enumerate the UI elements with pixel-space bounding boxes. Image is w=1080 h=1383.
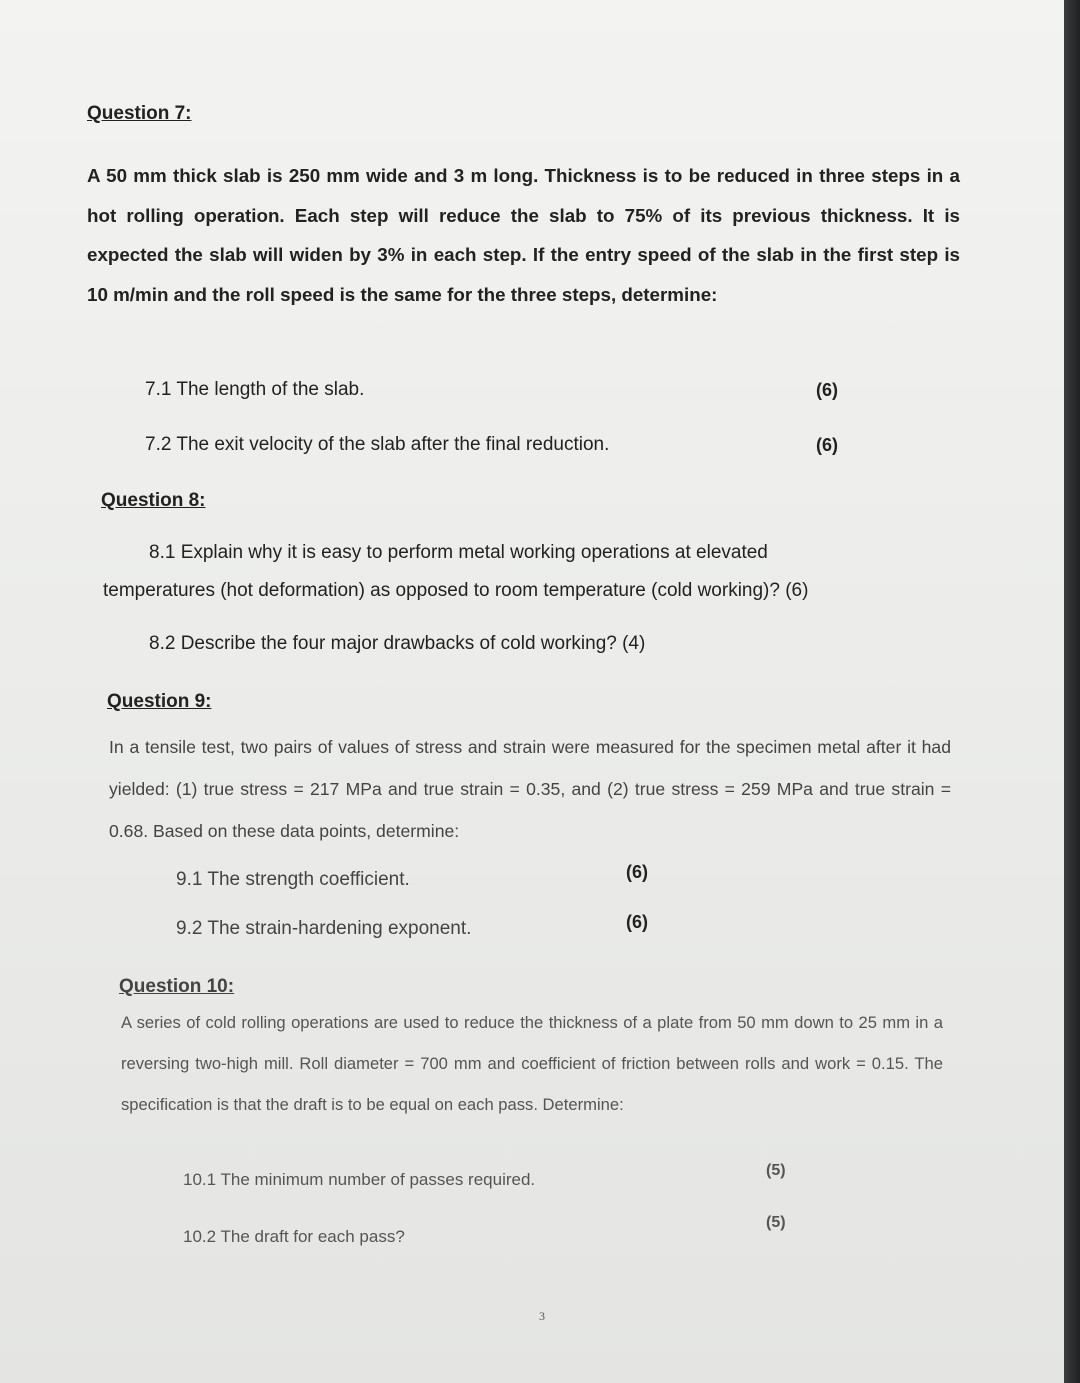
question-7-item-2: 7.2 The exit velocity of the slab after the final reduction. (145, 434, 610, 455)
question-7-body: A 50 mm thick slab is 250 mm wide and 3 m long. Thickness is to be reduced in three steps in a hot rolling operation. Each step will reduce the slab to 75% of its previous thickness. It is expected the slab will widen by 3% in each step. If the entry speed of the slab in the first step is 10 m/min and the roll speed is the same for the three steps, determine: (87, 165, 960, 305)
question-10-item-2-marks: (5) (766, 1214, 786, 1231)
question-8-heading: Question 8: (101, 490, 206, 511)
question-8-item-2: 8.2 Describe the four major drawbacks of cold working? (4) (149, 633, 646, 654)
question-9-heading: Question 9: (107, 691, 212, 712)
question-9-item-2: 9.2 The strain-hardening exponent. (176, 918, 472, 939)
question-7-heading: Question 7: (87, 103, 192, 124)
question-10-item-1-marks: (5) (766, 1162, 786, 1179)
question-10-heading: Question 10: (119, 976, 235, 997)
question-10-body: A series of cold rolling operations are used to reduce the thickness of a plate from 50 mm down to 25 mm in a reversing two-high mill. Roll diameter = 700 mm and coefficient of friction between rolls and work = 0.15. The specification is that the draft is to be equal on each pass. Determine: (121, 1013, 943, 1114)
question-10-item-2: 10.2 The draft for each pass? (183, 1227, 405, 1246)
question-8-item-1-line-1: 8.1 Explain why it is easy to perform metal working operations at elevated (149, 542, 768, 563)
question-7-item-2-marks: (6) (816, 435, 838, 455)
question-9-item-1-marks: (6) (626, 862, 648, 882)
question-9-item-1: 9.1 The strength coefficient. (176, 869, 410, 890)
question-9-body: In a tensile test, two pairs of values of stress and strain were measured for the specimen metal after it had yielded: (1) true stress = 217 MPa and true strain = 0.35, and (2) true stress = 259 MPa and true strain = 0.68. Based on these data points, determine: (109, 737, 951, 841)
question-10-item-1: 10.1 The minimum number of passes required. (183, 1170, 536, 1189)
scan-edge-shadow (1064, 0, 1080, 1383)
question-7-item-1: 7.1 The length of the slab. (145, 379, 365, 400)
page-number: 3 (539, 1309, 545, 1323)
question-8-item-1-line-2: temperatures (hot deformation) as opposed to room temperature (cold working)? (6) (103, 580, 809, 601)
question-7-item-1-marks: (6) (816, 380, 838, 400)
question-9-item-2-marks: (6) (626, 912, 648, 932)
